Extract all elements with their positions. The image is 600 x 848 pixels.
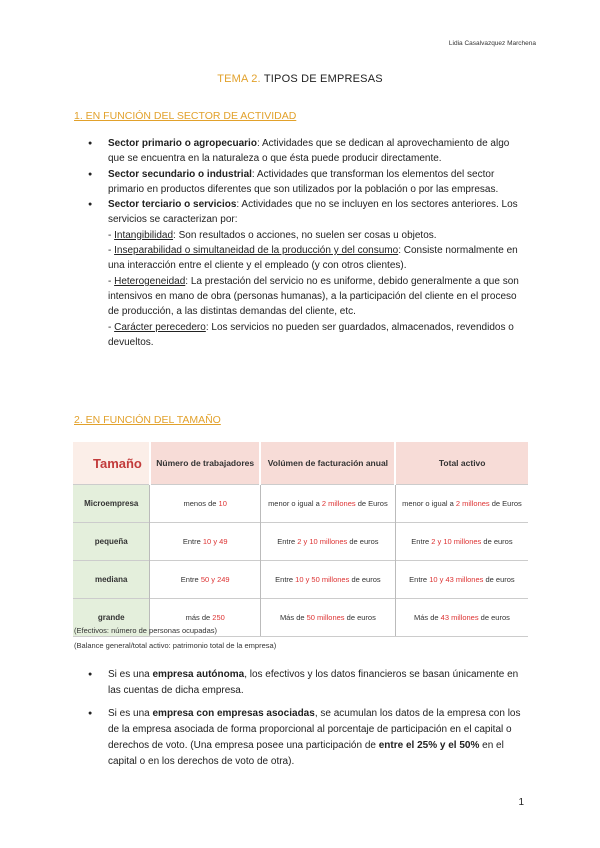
sector-term: Sector terciario o servicios	[108, 199, 237, 211]
list-item	[86, 667, 526, 700]
bullet-text: en el capital o en los derechos de voto de otra).	[108, 740, 504, 768]
cell-text: Entre	[277, 537, 298, 546]
characteristic: - Carácter perecedero: Los servicios no pueden ser guardados, almacenados, revendidos o devueltos.	[108, 321, 514, 348]
cell-text: menor o igual a	[268, 499, 322, 508]
highlight-value: 10 y 50 millones	[295, 575, 350, 584]
cell-text: de Euros	[489, 499, 522, 508]
page-number: 1	[518, 797, 524, 808]
characteristic-term: Inseparabilidad o simultaneidad de la producción y del consumo	[114, 245, 399, 257]
bullet-bold: entre el 25% y el 50%	[378, 740, 480, 752]
assets-cell	[395, 599, 528, 637]
cell-text: de euros	[344, 613, 376, 622]
section-1-heading: 1. EN FUNCIÓN DEL SECTOR DE ACTIVIDAD	[74, 110, 297, 122]
cell-text: de Euros	[355, 499, 388, 508]
sector-term: Sector primario o agropecuario	[108, 138, 257, 149]
cell-text: Entre	[180, 575, 201, 584]
sector-description: : Actividades que se dedican al aprovechamiento de algo que se encuentra en la naturaleza o que ésta puede producir directamente.	[108, 138, 510, 165]
highlight-value: 10 y 43 millones	[429, 575, 484, 584]
title-text: TIPOS DE EMPRESAS	[263, 73, 383, 85]
table-row	[73, 485, 528, 523]
characteristic-term: Heterogeneidad	[114, 275, 186, 287]
highlight-value: 10 y 49	[202, 537, 228, 546]
column-header: Número de trabajadores	[150, 442, 260, 485]
revenue-cell	[260, 485, 395, 523]
table-row	[73, 561, 528, 599]
sector-list	[86, 136, 526, 350]
workers-cell	[150, 523, 260, 561]
characteristic-term: Carácter perecedero	[114, 321, 206, 333]
company-type-list	[86, 667, 526, 771]
list-item	[86, 706, 526, 771]
title-number: TEMA 2.	[217, 73, 261, 85]
column-header: Volúmen de facturación anual	[260, 442, 395, 485]
table-note: (Efectivos: número de personas ocupadas)	[74, 626, 217, 635]
highlight-value: 2 millones	[455, 499, 490, 508]
bullet-bold: empresa con empresas asociadas	[152, 707, 315, 719]
bullet-bold: empresa autónoma	[152, 669, 245, 680]
cell-text: Entre	[409, 575, 430, 584]
list-item	[86, 136, 526, 167]
bullet-text: , se acumulan los datos de la empresa con los de la empresa asociada de forma proporcional al porcentaje de participación en el capital o derechos de voto. (Una empresa posee una participación de	[108, 707, 521, 752]
highlight-value: 50 millones	[306, 613, 345, 622]
list-item	[86, 167, 526, 198]
characteristic-text: : Son resultados o acciones, no suelen ser cosas u objetos.	[173, 229, 437, 241]
table-row	[73, 523, 528, 561]
size-category: pequeña	[73, 523, 150, 561]
column-header: Tamaño	[73, 442, 150, 485]
cell-text: Más de	[413, 613, 441, 622]
characteristic: - Inseparabilidad o simultaneidad de la producción y del consumo: Consiste normalmente en una interacción entre el cliente y el empleado (y con otros clientes).	[108, 245, 518, 272]
table-note: (Balance general/total activo: patrimonio total de la empresa)	[74, 641, 277, 650]
cell-text: Entre	[411, 537, 432, 546]
assets-cell	[395, 561, 528, 599]
bullet-text: Si es una	[108, 669, 153, 680]
cell-text: Entre	[275, 575, 296, 584]
workers-cell	[150, 561, 260, 599]
cell-text: de euros	[481, 537, 513, 546]
list-item	[86, 197, 526, 350]
characteristic: - Heterogeneidad: La prestación del servicio no es uniforme, debido generalmente a que son intensivos en mano de obra (personas humanas), a la participación del cliente en el proceso de producción, a las distintas demandas del cliente, etc.	[108, 275, 519, 318]
highlight-value: 50 y 249	[200, 575, 230, 584]
highlight-value: 43 millones	[440, 613, 479, 622]
highlight-value: 10	[218, 499, 227, 508]
company-size-table	[73, 442, 528, 637]
revenue-cell	[260, 599, 395, 637]
sector-description: : Actividades que transforman los elementos del sector primario en productos diferentes que son utilizados por la población o por las empresas.	[108, 168, 499, 195]
characteristic-term: Intangibilidad	[114, 229, 174, 241]
cell-text: Más de	[279, 613, 307, 622]
characteristic-text: : Consiste normalmente en una interacción entre el cliente y el empleado (y con otros clientes).	[108, 245, 518, 272]
bullet-text: Si es una	[108, 707, 153, 719]
cell-text: de euros	[347, 537, 379, 546]
assets-cell	[395, 523, 528, 561]
assets-cell	[395, 485, 528, 523]
size-category: Microempresa	[73, 485, 150, 523]
cell-text: de euros	[478, 613, 510, 622]
highlight-value: 2 y 10 millones	[431, 537, 482, 546]
workers-cell	[150, 485, 260, 523]
author-name: Lidia Casalvazquez Marchena	[448, 40, 536, 47]
sector-description: : Actividades que no se incluyen en los sectores anteriores. Los servicios se caracterizan por:	[108, 199, 518, 226]
characteristic-text: : Los servicios no pueden ser guardados, almacenados, revendidos o devueltos.	[108, 321, 514, 348]
bullet-text: , los efectivos y los datos financieros se basan únicamente en las cuentas de dicha empresa.	[108, 669, 519, 697]
highlight-value: 2 y 10 millones	[297, 537, 348, 546]
revenue-cell	[260, 561, 395, 599]
characteristic: - Intangibilidad: Son resultados o acciones, no suelen ser cosas u objetos.	[108, 229, 437, 241]
characteristic-text: : La prestación del servicio no es uniforme, debido generalmente a que son intensivos en mano de obra (personas humanas), a la participación del cliente en el proceso de producción, a las distintas demandas del cliente, etc.	[108, 275, 519, 318]
cell-text: Entre	[182, 537, 203, 546]
cell-text: menos de	[183, 499, 219, 508]
size-category: grande	[73, 599, 150, 637]
column-header: Total activo	[395, 442, 528, 485]
table-header-row	[73, 442, 528, 485]
section-2-heading: 2. EN FUNCIÓN DEL TAMAÑO	[74, 414, 221, 426]
highlight-value: 250	[212, 613, 225, 622]
cell-text: de euros	[349, 575, 381, 584]
cell-text: más de	[185, 613, 213, 622]
cell-text: menor o igual a	[402, 499, 456, 508]
revenue-cell	[260, 523, 395, 561]
sector-term: Sector secundario o industrial	[108, 168, 252, 180]
page-title	[0, 73, 600, 85]
highlight-value: 2 millones	[321, 499, 356, 508]
cell-text: de euros	[483, 575, 515, 584]
size-category: mediana	[73, 561, 150, 599]
